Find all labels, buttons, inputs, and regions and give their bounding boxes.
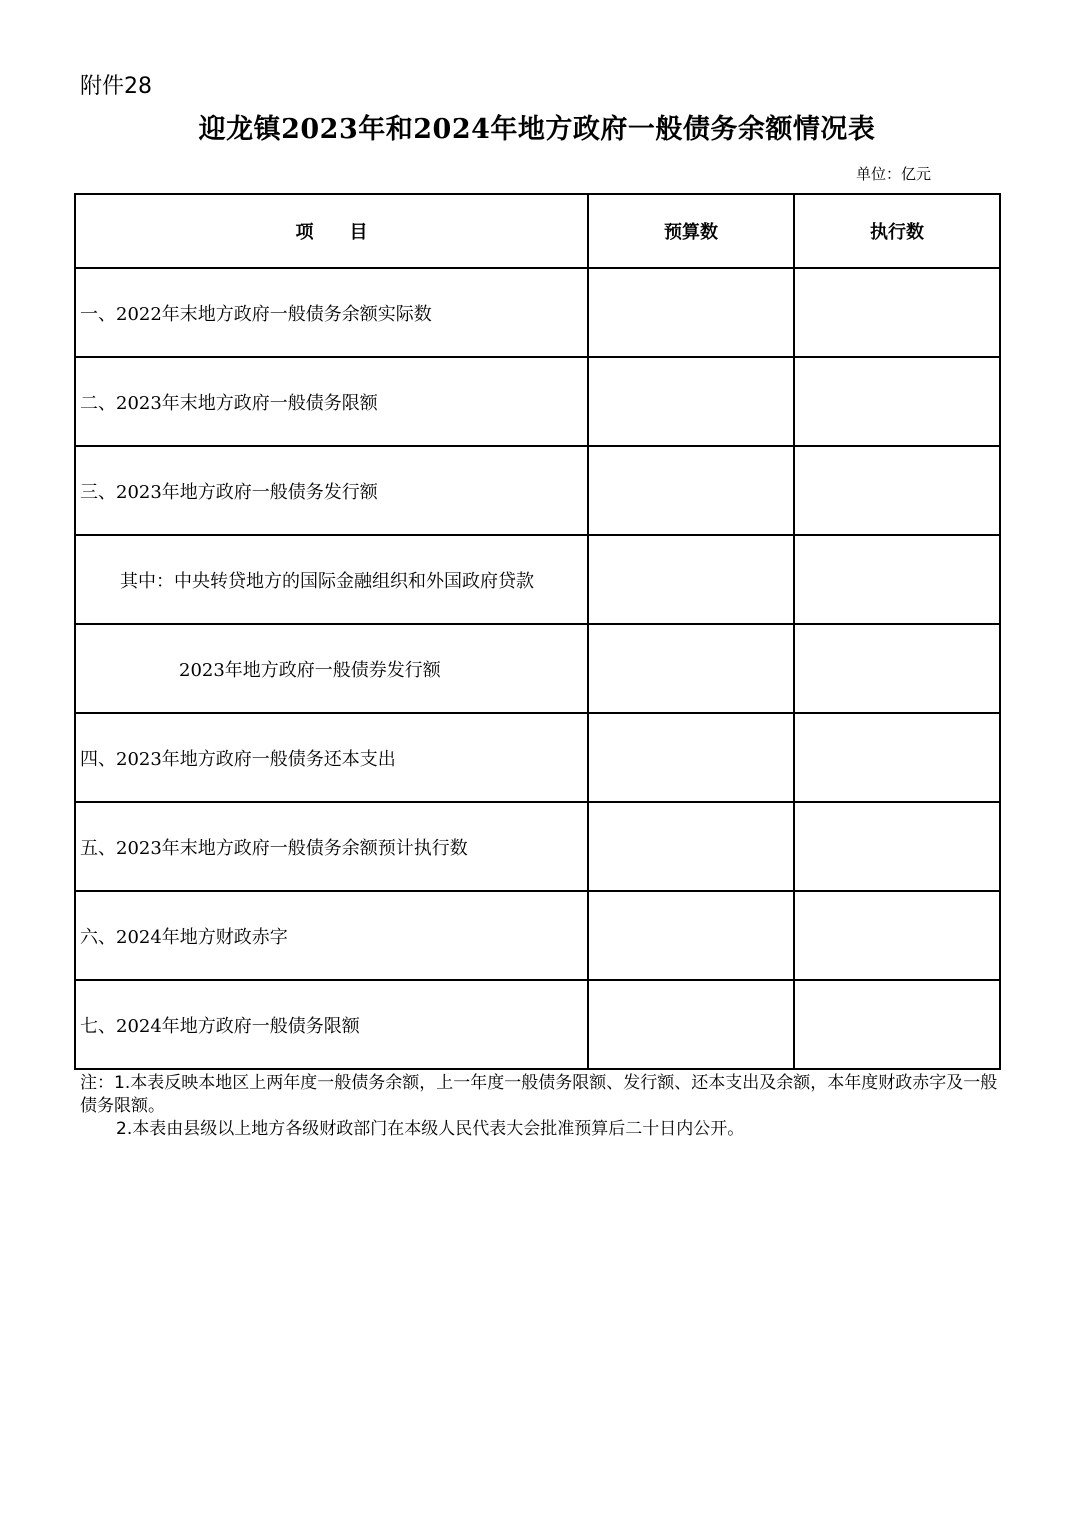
row-actual-value <box>794 891 1000 980</box>
header-actual: 执行数 <box>794 194 1000 268</box>
row-actual-value <box>794 980 1000 1069</box>
table-row <box>75 624 1000 713</box>
debt-table <box>74 193 1001 1070</box>
row-budget-value <box>588 268 794 357</box>
row-item-label: 三、2023年地方政府一般债务发行额 <box>75 446 588 535</box>
row-actual-value <box>794 357 1000 446</box>
row-budget-value <box>588 891 794 980</box>
row-item-label: 2023年地方政府一般债券发行额 <box>75 624 588 713</box>
row-item-label: 四、2023年地方政府一般债务还本支出 <box>75 713 588 802</box>
row-budget-value <box>588 802 794 891</box>
table-row <box>75 980 1000 1069</box>
table-header-row <box>75 194 1000 268</box>
unit-label: 单位：亿元 <box>856 165 932 183</box>
notes <box>80 1072 998 1141</box>
row-item-label: 六、2024年地方财政赤字 <box>75 891 588 980</box>
table-row <box>75 268 1000 357</box>
row-item-label: 七、2024年地方政府一般债务限额 <box>75 980 588 1069</box>
row-actual-value <box>794 446 1000 535</box>
page-title: 迎龙镇2023年和2024年地方政府一般债务余额情况表 <box>198 114 876 145</box>
row-actual-value <box>794 802 1000 891</box>
row-budget-value <box>588 535 794 624</box>
note-2: 2.本表由县级以上地方各级财政部门在本级人民代表大会批准预算后二十日内公开。 <box>116 1119 745 1139</box>
table-row <box>75 713 1000 802</box>
header-budget: 预算数 <box>588 194 794 268</box>
row-budget-value <box>588 980 794 1069</box>
row-budget-value <box>588 624 794 713</box>
table-row <box>75 535 1000 624</box>
table-row <box>75 802 1000 891</box>
table-row <box>75 446 1000 535</box>
row-item-label: 其中：中央转贷地方的国际金融组织和外国政府贷款 <box>75 535 588 624</box>
row-budget-value <box>588 357 794 446</box>
row-item-label: 二、2023年末地方政府一般债务限额 <box>75 357 588 446</box>
attachment-label: 附件28 <box>80 74 152 99</box>
row-actual-value <box>794 713 1000 802</box>
row-budget-value <box>588 446 794 535</box>
table-row <box>75 357 1000 446</box>
row-actual-value <box>794 535 1000 624</box>
row-actual-value <box>794 268 1000 357</box>
row-item-label: 五、2023年末地方政府一般债务余额预计执行数 <box>75 802 588 891</box>
row-budget-value <box>588 713 794 802</box>
row-actual-value <box>794 624 1000 713</box>
row-item-label: 一、2022年末地方政府一般债务余额实际数 <box>75 268 588 357</box>
header-item: 项 目 <box>75 194 588 268</box>
table-row <box>75 891 1000 980</box>
note-1: 注：1.本表反映本地区上两年度一般债务余额，上一年度一般债务限额、发行额、还本支出及余额，本年度财政赤字及一般债务限额。 <box>80 1073 998 1116</box>
